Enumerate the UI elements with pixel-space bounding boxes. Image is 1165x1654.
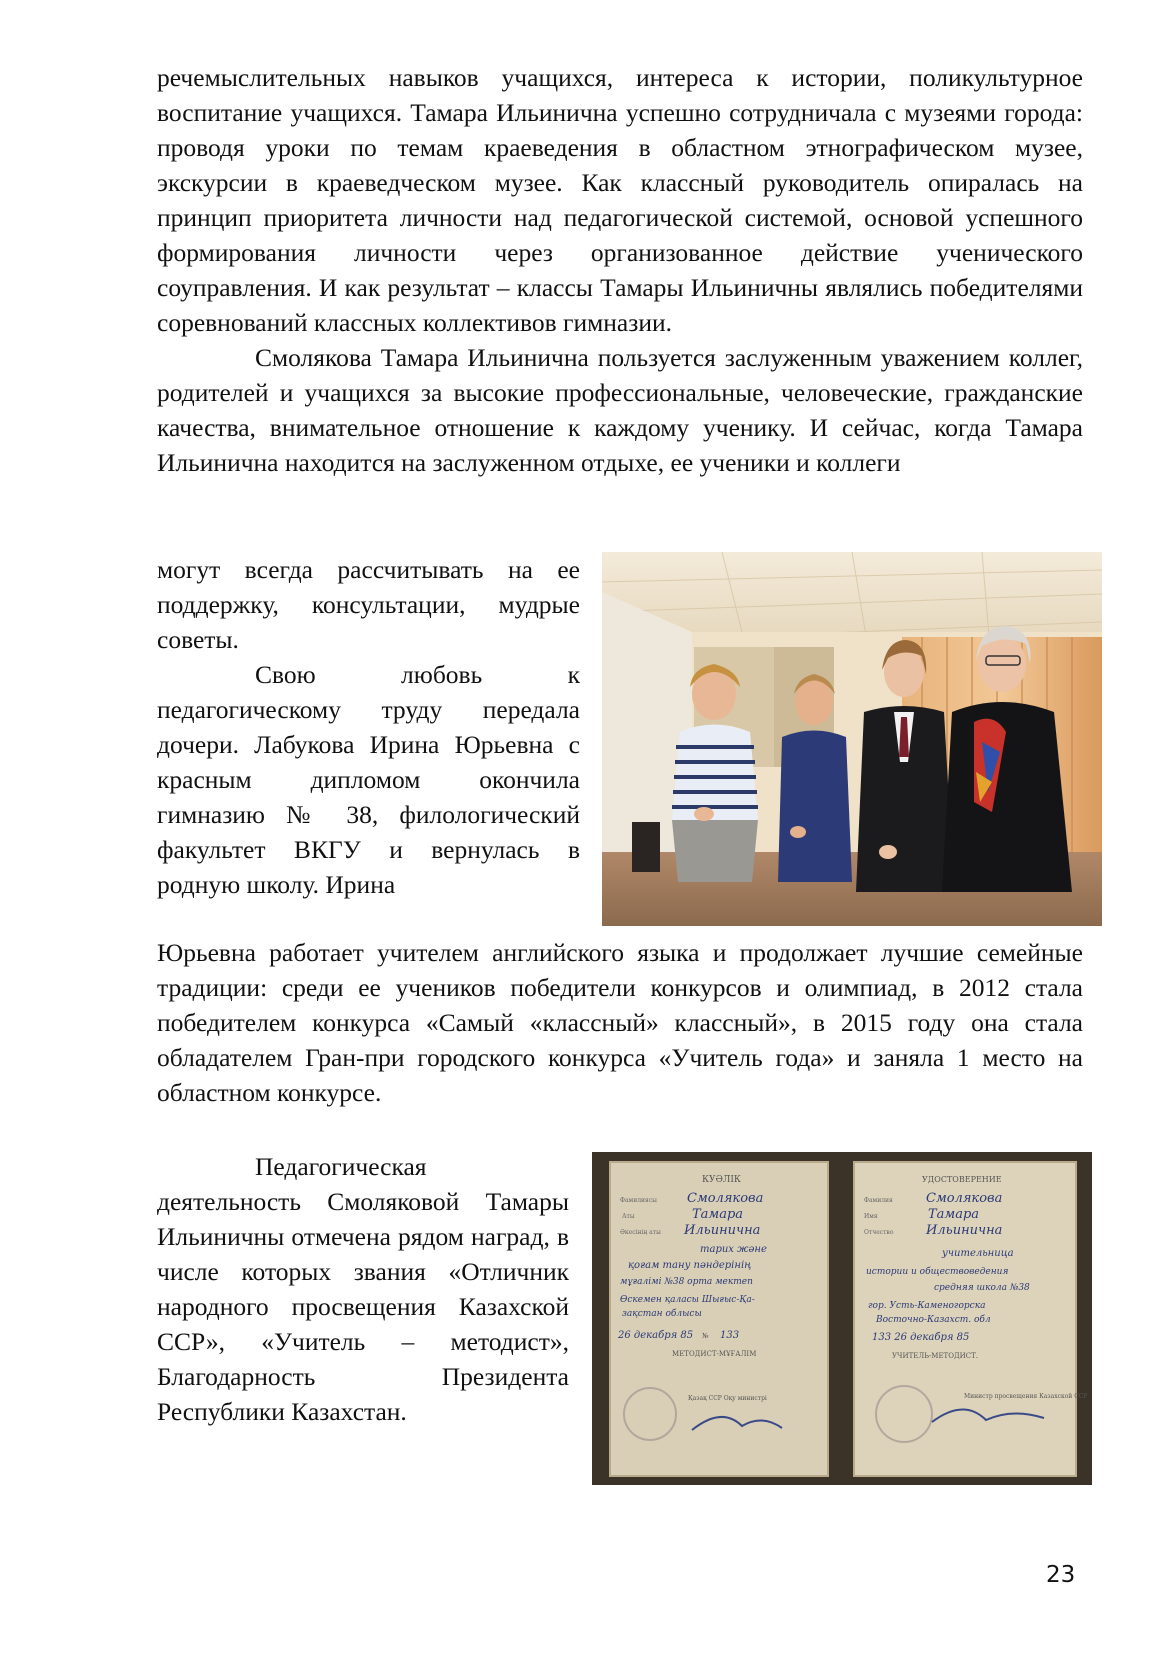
cert-right-line-1: учительница [942,1248,1014,1259]
paragraph-3: могут всегда рассчитывать на ее поддержку, консультации, мудрые советы. [157,555,580,654]
paragraph-4: Свою любовь к педагогическому труду передала дочери. Лабукова Ирина Юрьевна с красным дипломом окончила гимназию № 38, филологический факультет ВКГУ и вернулась в родную школу. Ирина [157,660,580,899]
cert-left-number: 133 [720,1330,740,1341]
cert-right-header: УДОСТОВЕРЕНИЕ [922,1175,1002,1184]
cert-left-signer: Қазақ ССР Оқу министрі [688,1395,767,1402]
cert-right-label-2: Имя [864,1213,878,1220]
paragraph-2: Смолякова Тамара Ильинична пользуется заслуженным уважением коллег, родителей и учащихся за высокие профессиональные, человеческие, гражданские качества, внимательное отношение к каждому ученику. И сейчас, когда Тамара Ильинична находится на заслуженном отдыхе, ее ученики и коллеги [157,343,1083,477]
cert-right-line-4: гор. Усть-Каменогорска [868,1301,986,1311]
group-photo [602,552,1102,926]
cert-left-surname: Смолякова [687,1191,764,1206]
cert-left-header: КУӘЛІК [702,1175,741,1185]
certificate-photo [592,1152,1092,1485]
cert-left-label-3: Әкесінің аты [620,1229,661,1236]
cert-left-number-label: № [702,1332,709,1340]
cert-right-line-2: истории и обществоведения [866,1267,1009,1277]
cert-right-title: УЧИТЕЛЬ-МЕТОДИСТ. [892,1352,979,1360]
paragraph-5: Юрьевна работает учителем английского языка и продолжает лучшие семейные традиции: среди ее учеников победители конкурсов и олимпиад, в 2012 стала победителем конкурса «Самый «классный» классный», в 2015 году она стала обладателем Гран-при городского конкурса «Учитель года» и заняла 1 место на областном конкурсе. [157,938,1083,1107]
cert-left-label-2: Аты [622,1213,635,1220]
cert-left-line-2: қоғам тану пәндерінің [628,1260,752,1271]
cert-right-name: Тамара [928,1207,980,1222]
paragraph-1: речемыслительных навыков учащихся, интереса к истории, поликультурное воспитание учащихся. Тамара Ильинична успешно сотрудничала с музеями города: проводя уроки по темам краеведения в областном этнографическом музее, экскурсии в краеведческом музее. Как классный руководитель опиралась на принцип приоритета личности над педагогической системой, основой успешного формирования личности через организованное действие ученического соуправления. И как результат – классы Тамары Ильиничны являлись победителями соревнований классных коллективов гимназии. [157,63,1083,337]
cert-left-line-5: зақстан облысы [622,1309,702,1319]
cert-left-name: Тамара [692,1207,744,1222]
cert-right-label-1: Фамилия [864,1197,893,1204]
cert-right-signer: Министр просвещения Казахской ССР [964,1393,1088,1400]
side-text-block-1 [157,552,580,902]
bottom-text-block [157,935,1083,1110]
cert-left-patronymic: Ильинична [684,1223,761,1238]
cert-right-patronymic: Ильинична [926,1223,1003,1238]
paragraph-6: Педагогическая деятельность Смоляковой Тамары Ильиничны отмечена рядом наград, в числе которых звания «Отличник народного просвещения Казахской ССР», «Учитель – методист», Благодарность Президента Республики Казахстан. [157,1152,569,1426]
cert-right-line-3: средняя школа №38 [934,1283,1030,1293]
cert-left-title: МЕТОДИСТ-МҰҒАЛІМ [672,1350,757,1358]
group-photo-illustration [602,552,1102,926]
top-text-block [157,60,1083,480]
cert-right-line-5: Восточно-Казахст. обл [876,1315,991,1325]
cert-right-date: 133 26 декабря 85 [872,1332,970,1343]
cert-left-label-1: Фамилиясы [620,1197,657,1204]
cert-left-line-4: Өскемен қаласы Шығыс-Қа- [620,1295,755,1305]
cert-left-line-3: мұғалімі №38 орта мектеп [620,1277,753,1287]
cert-left-line-1: тарих және [700,1244,767,1255]
cert-right-label-3: Отчество [864,1229,894,1236]
page-number: 23 [1046,1562,1076,1588]
side-text-block-2 [157,1149,569,1429]
cert-left-date: 26 декабря 85 [618,1330,694,1341]
cert-right-surname: Смолякова [926,1191,1003,1206]
certificate-illustration [592,1152,1092,1485]
